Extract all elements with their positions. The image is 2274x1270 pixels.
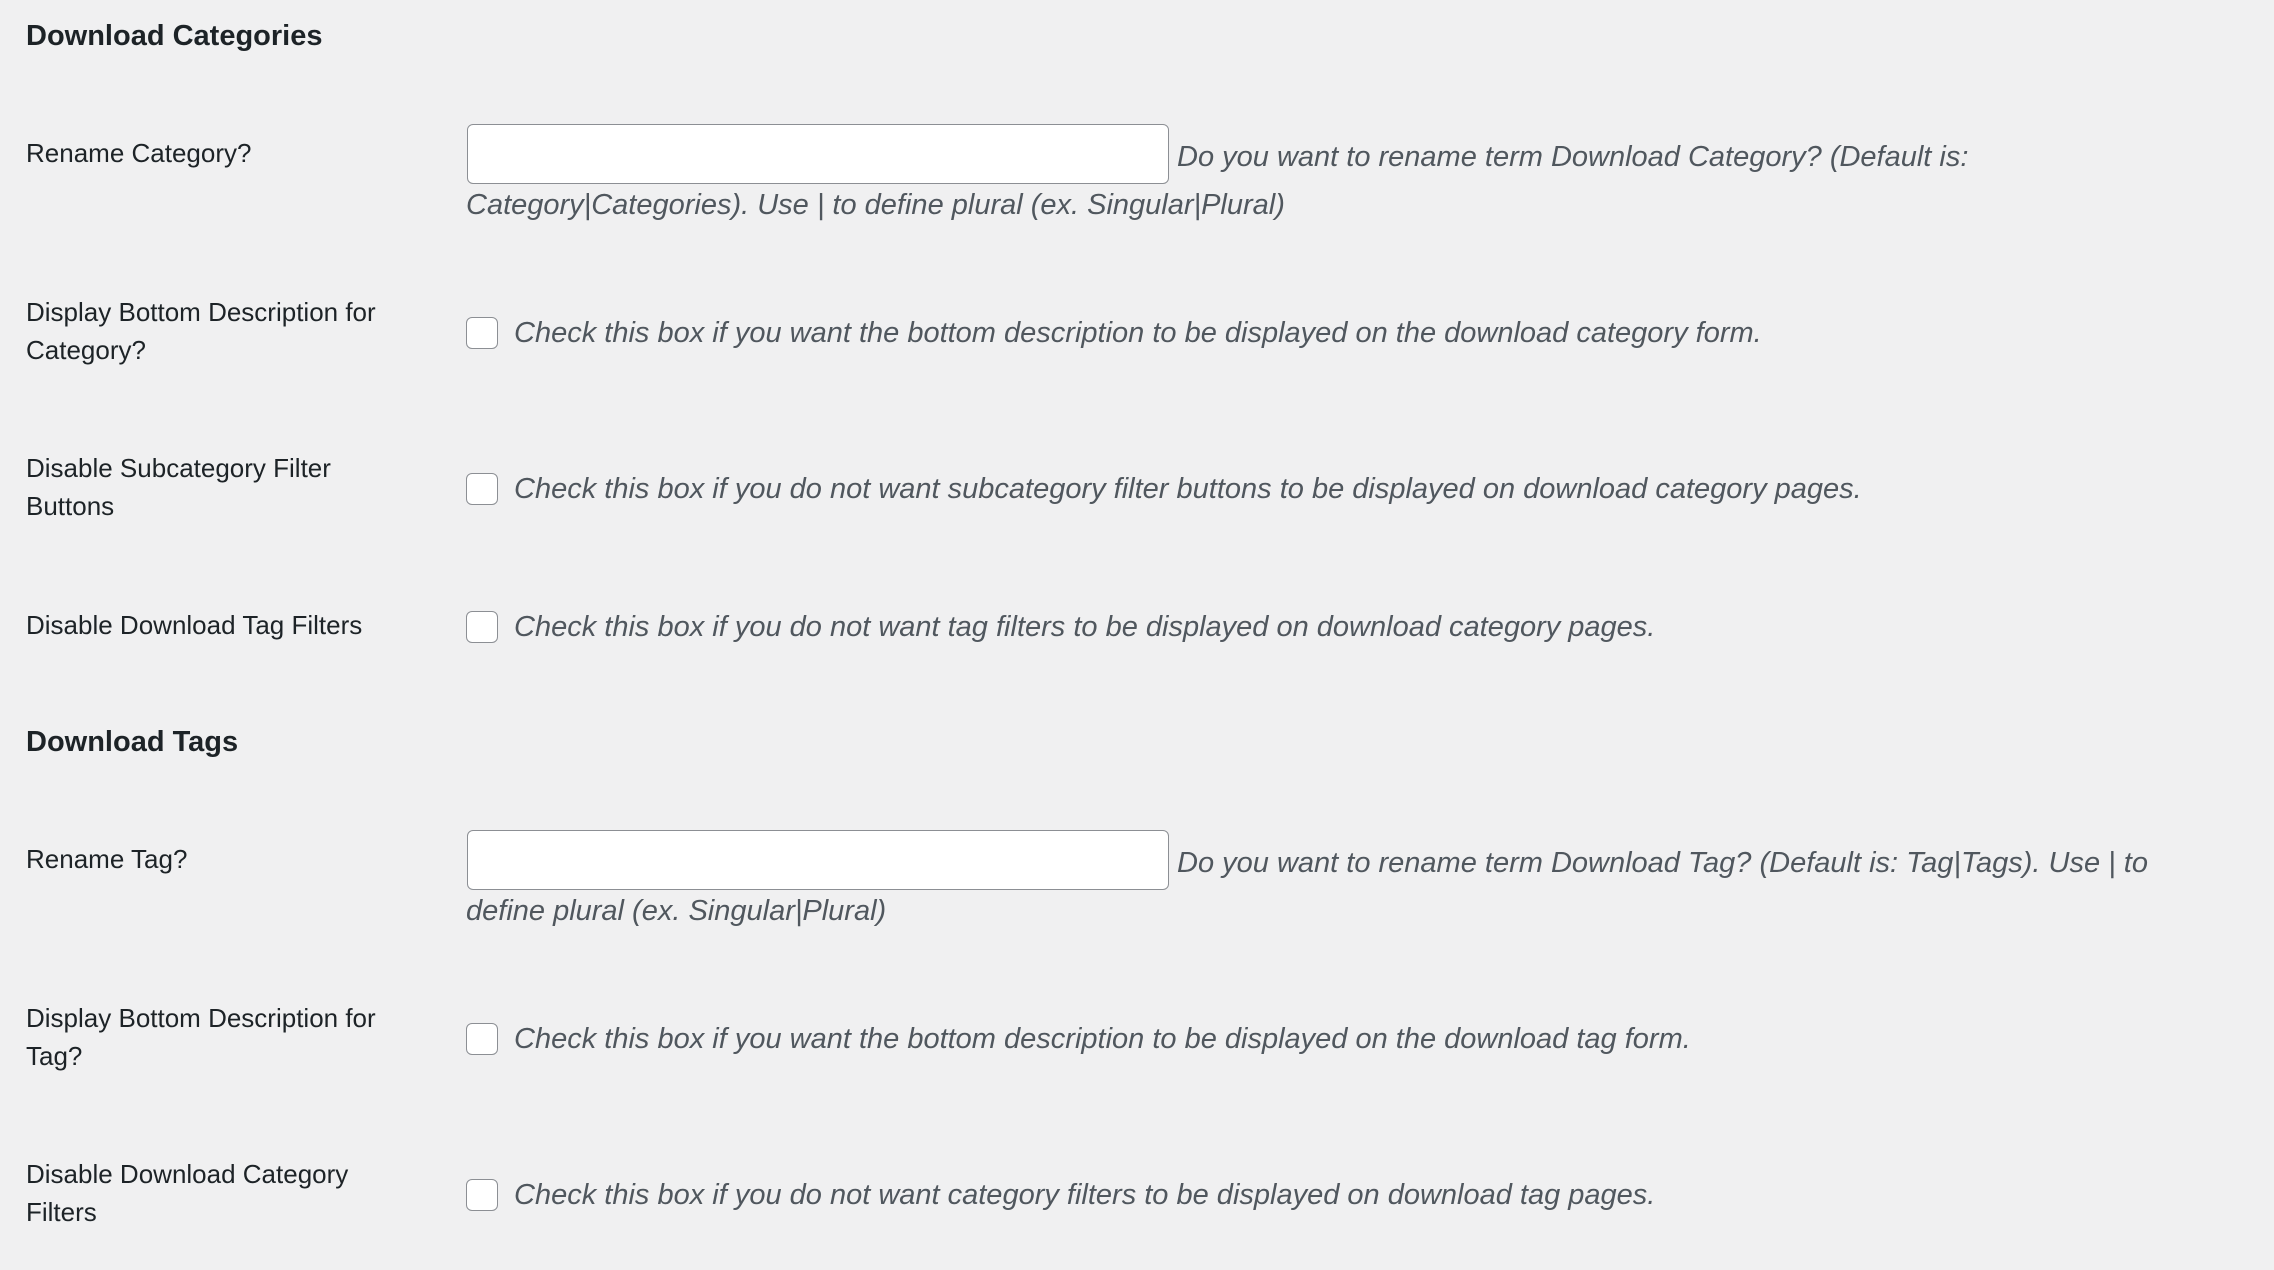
label-line: Buttons [26,491,115,521]
display-bottom-description-category-label [26,293,426,369]
label-line: Display Bottom Description for [26,1003,376,1033]
disable-download-category-filters-label [26,1155,426,1231]
section-title-download-categories: Download Categories [26,20,323,52]
label-line: Display Bottom Description for [26,297,376,327]
rename-tag-input[interactable] [467,830,1169,890]
disable-download-tag-filters-description: Check this box if you do not want tag filters to be displayed on download category pages. [514,611,1656,643]
disable-download-category-filters-description: Check this box if you do not want category filters to be displayed on download tag pages. [514,1179,1656,1211]
display-bottom-description-category-checkbox[interactable] [466,317,498,349]
disable-download-tag-filters-label: Disable Download Tag Filters [26,610,363,640]
label-line: Category? [26,335,146,365]
label-line: Tag? [26,1041,83,1071]
rename-tag-description-line1: Do you want to rename term Download Tag? (Default is: Tag|Tags). Use | to [1177,847,2148,879]
display-bottom-description-tag-checkbox[interactable] [466,1023,498,1055]
rename-category-input[interactable] [467,124,1169,184]
display-bottom-description-tag-label [26,999,426,1075]
rename-tag-description-line2: define plural (ex. Singular|Plural) [466,895,887,927]
label-line: Disable Download Category [26,1159,349,1189]
label-line: Filters [26,1197,97,1227]
section-title-download-tags: Download Tags [26,726,239,758]
label-line: Disable Subcategory Filter [26,453,331,483]
rename-tag-label: Rename Tag? [26,844,188,874]
rename-category-label: Rename Category? [26,138,252,168]
disable-download-category-filters-checkbox[interactable] [466,1179,498,1211]
disable-subcategory-filter-buttons-description: Check this box if you do not want subcategory filter buttons to be displayed on download category pages. [514,473,1862,505]
disable-subcategory-filter-buttons-checkbox[interactable] [466,473,498,505]
disable-download-tag-filters-checkbox[interactable] [466,611,498,643]
disable-subcategory-filter-buttons-label [26,449,426,525]
display-bottom-description-category-description: Check this box if you want the bottom description to be displayed on the download category form. [514,317,1762,349]
rename-category-description-line1: Do you want to rename term Download Category? (Default is: [1177,141,1969,173]
display-bottom-description-tag-description: Check this box if you want the bottom description to be displayed on the download tag form. [514,1023,1691,1055]
rename-category-description-line2: Category|Categories). Use | to define plural (ex. Singular|Plural) [466,189,1285,221]
